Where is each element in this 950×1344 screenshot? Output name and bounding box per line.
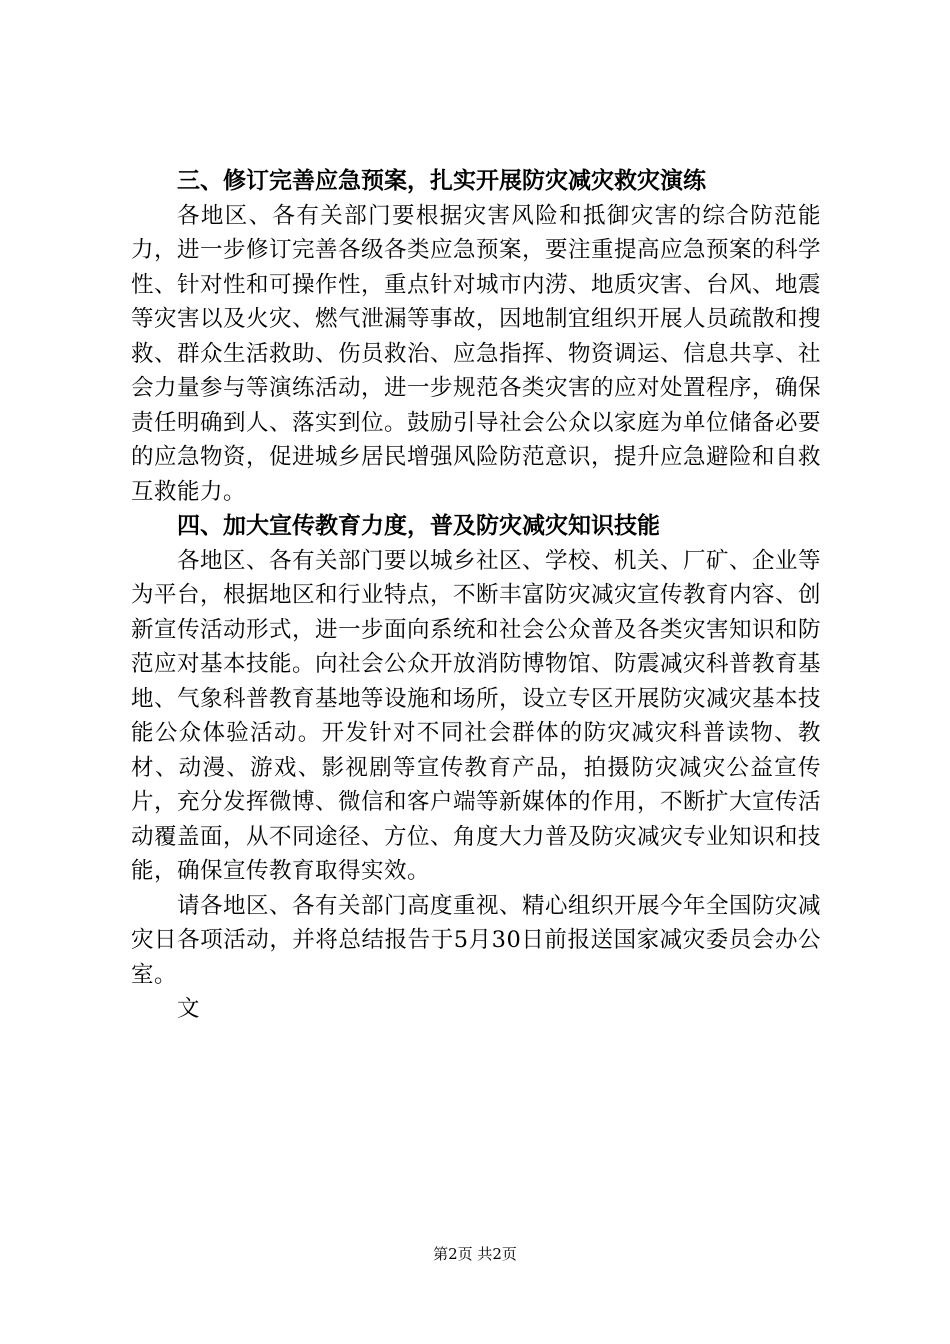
section-three <box>131 164 821 509</box>
document-body <box>131 164 821 1027</box>
section-heading: 三、修订完善应急预案，扎实开展防灾减灾救灾演练 <box>177 167 706 194</box>
body-paragraph: 请各地区、各有关部门高度重视、精心组织开展今年全国防灾减灾日各项活动，并将总结报告于5月30日前报送国家减灾委员会办公室。 <box>131 892 822 988</box>
section-heading: 四、加大宣传教育力度，普及防灾减灾知识技能 <box>177 512 660 539</box>
body-paragraph: 各地区、各有关部门要以城乡社区、学校、机关、厂矿、企业等为平台，根据地区和行业特点，不断丰富防灾减灾宣传教育内容、创新宣传活动形式，进一步面向系统和社会公众普及各类灾害知识和防范应对基本技能。向社会公众开放消防博物馆、防震减灾科普教育基地、气象科普教育基地等设施和场所，设立专区开展防灾减灾基本技能公众体验活动。开发针对不同社会群体的防灾减灾科普读物、教材、动漫、游戏、影视剧等宣传教育产品，拍摄防灾减灾公益宣传片，充分发挥微博、微信和客户端等新媒体的作用，不断扩大宣传活动覆盖面，从不同途径、方位、角度大力普及防灾减灾专业知识和技能，确保宣传教育取得实效。 <box>131 547 822 884</box>
section-four <box>131 509 821 1027</box>
page-number-footer: 第2页 共2页 <box>433 1245 517 1263</box>
body-paragraph: 各地区、各有关部门要根据灾害风险和抵御灾害的综合防范能力，进一步修订完善各级各类应急预案，要注重提高应急预案的科学性、针对性和可操作性，重点针对城市内涝、地质灾害、台风、地震等灾害以及火灾、燃气泄漏等事故，因地制宜组织开展人员疏散和搜救、群众生活救助、伤员救治、应急指挥、物资调运、信息共享、社会力量参与等演练活动，进一步规范各类灾害的应对处置程序，确保责任明确到人、落实到位。鼓励引导社会公众以家庭为单位储备必要的应急物资，促进城乡居民增强风险防范意识，提升应急避险和自救互救能力。 <box>131 202 822 505</box>
body-paragraph: 文 <box>177 996 201 1022</box>
